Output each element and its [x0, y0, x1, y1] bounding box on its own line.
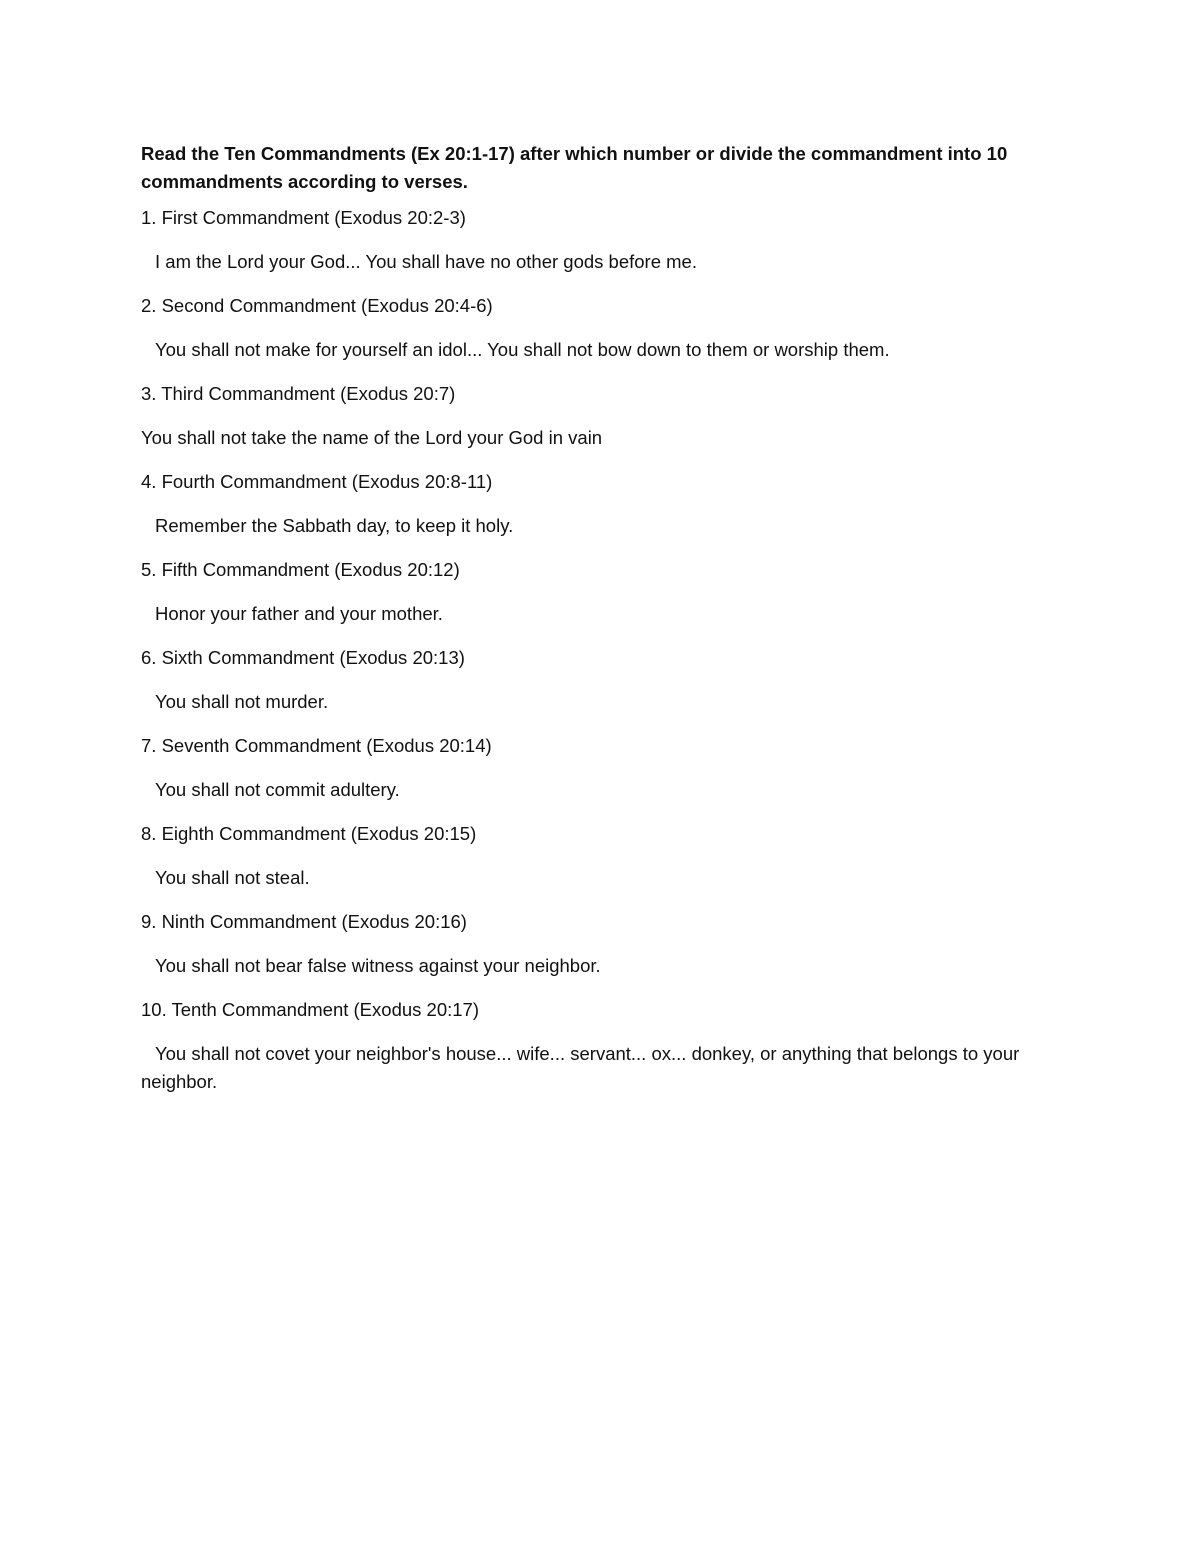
document-page [141, 140, 1051, 1112]
commandment-9 [141, 908, 1051, 980]
commandment-heading: 2. Second Commandment (Exodus 20:4-6) [141, 295, 493, 316]
commandment-heading: 4. Fourth Commandment (Exodus 20:8-11) [141, 471, 493, 492]
commandment-heading: 1. First Commandment (Exodus 20:2-3) [141, 207, 466, 228]
commandment-heading: 6. Sixth Commandment (Exodus 20:13) [141, 647, 465, 668]
commandment-1 [141, 204, 1051, 276]
commandment-heading: 8. Eighth Commandment (Exodus 20:15) [141, 823, 477, 844]
commandment-heading: 3. Third Commandment (Exodus 20:7) [141, 383, 456, 404]
commandment-text: You shall not make for yourself an idol... You shall not bow down to them or worship them. [155, 339, 890, 360]
commandment-heading: 9. Ninth Commandment (Exodus 20:16) [141, 911, 467, 932]
commandment-text: You shall not steal. [155, 867, 310, 888]
document-title: Read the Ten Commandments (Ex 20:1-17) after which number or divide the commandment into 10 commandments according to verses. [141, 143, 1008, 192]
commandment-text: Honor your father and your mother. [155, 603, 443, 624]
commandment-5 [141, 556, 1051, 628]
commandment-text: You shall not bear false witness against your neighbor. [155, 955, 601, 976]
commandment-4 [141, 468, 1051, 540]
commandment-6 [141, 644, 1051, 716]
commandment-text: I am the Lord your God... You shall have no other gods before me. [155, 251, 697, 272]
commandment-7 [141, 732, 1051, 804]
commandment-heading: 10. Tenth Commandment (Exodus 20:17) [141, 999, 479, 1020]
commandment-heading: 5. Fifth Commandment (Exodus 20:12) [141, 559, 460, 580]
commandment-2 [141, 292, 1051, 364]
commandment-text: You shall not take the name of the Lord your God in vain [141, 427, 603, 448]
commandment-heading: 7. Seventh Commandment (Exodus 20:14) [141, 735, 492, 756]
commandment-text: Remember the Sabbath day, to keep it holy. [155, 515, 514, 536]
commandment-text: You shall not murder. [155, 691, 329, 712]
commandment-text: You shall not covet your neighbor's house... wife... servant... ox... donkey, or anything that belongs to your neighbor. [141, 1043, 1020, 1092]
commandment-3 [141, 380, 1051, 452]
commandment-10 [141, 996, 1051, 1096]
commandment-text: You shall not commit adultery. [155, 779, 400, 800]
commandment-8 [141, 820, 1051, 892]
